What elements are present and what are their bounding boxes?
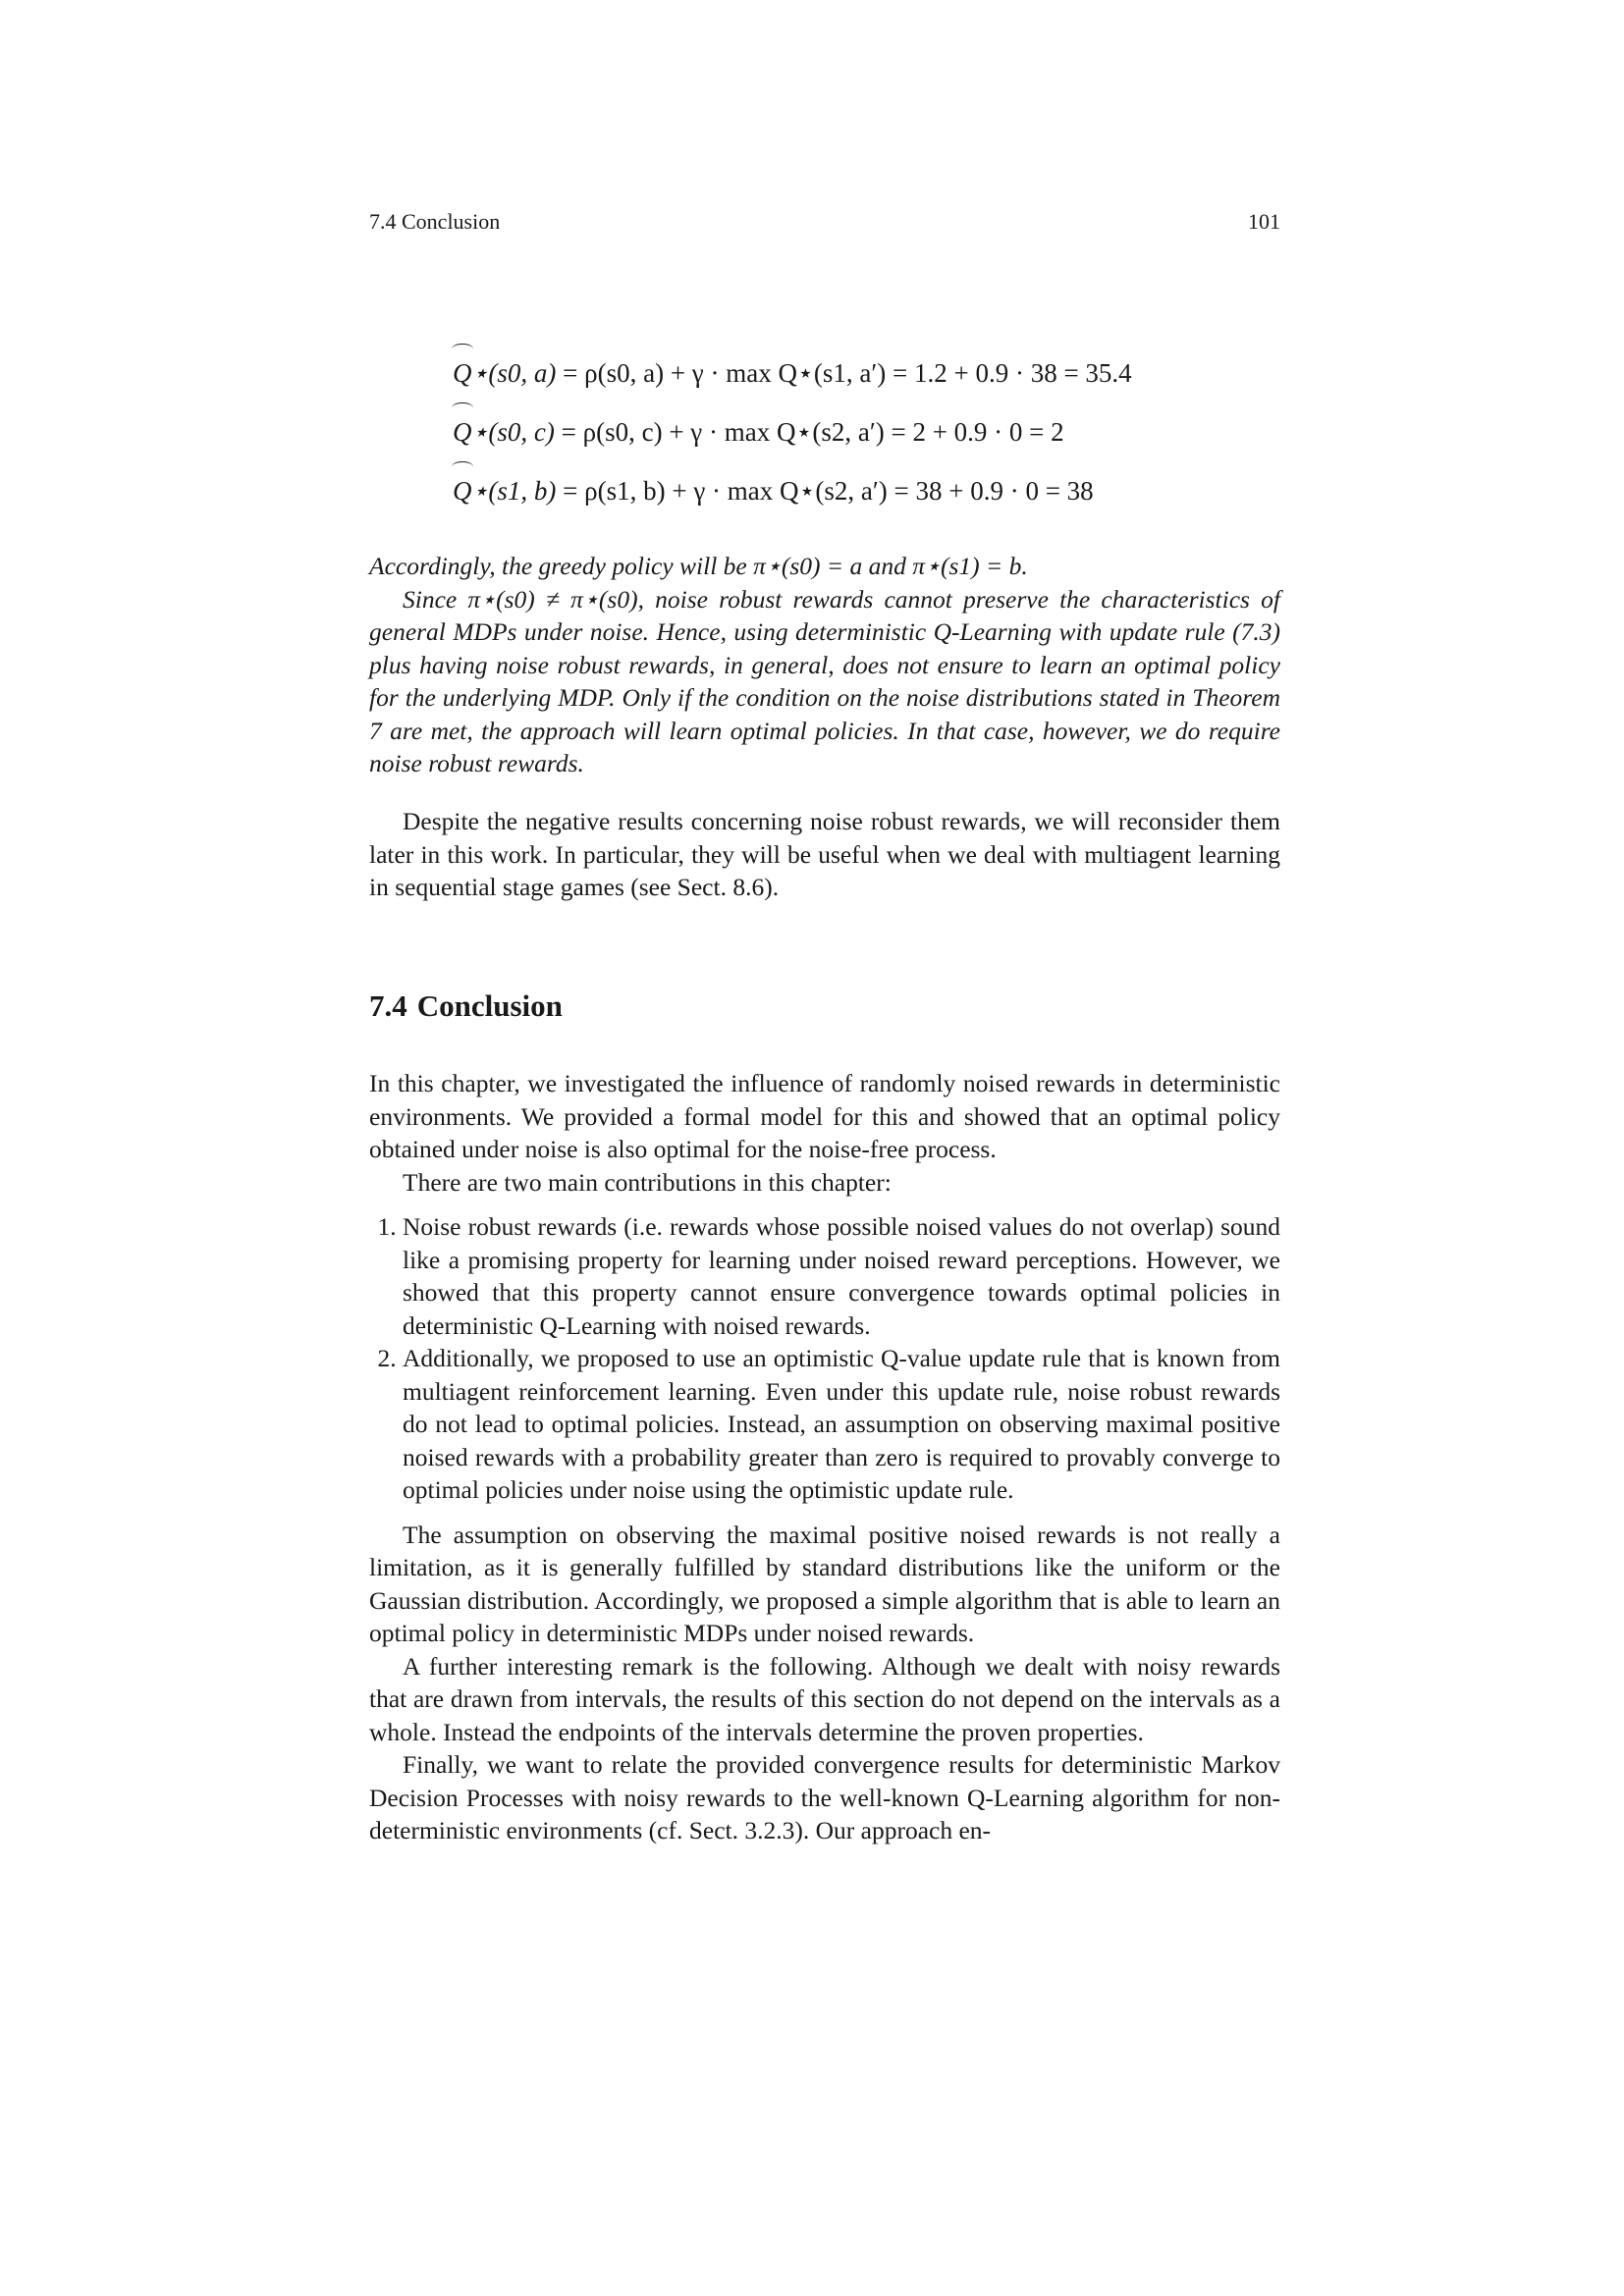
section-heading bbox=[369, 988, 563, 1024]
equation-rhs: = ρ(s0, a) + γ · max Q⋆(s1, a′) = 1.2 + 0.9 · 38 = 35.4 bbox=[563, 358, 1132, 388]
equation-line: Q⋆(s0, c) = ρ(s0, c) + γ · max Q⋆(s2, a′) = 2 + 0.9 · 0 = 2 bbox=[453, 407, 1132, 466]
conclusion-body bbox=[369, 1067, 1280, 1847]
paragraph: In this chapter, we investigated the influence of randomly noised rewards in deterministic environments. We provided a formal model for this and showed that an optimal policy obtained under noise is also optimal for the noise-free process. bbox=[369, 1069, 1280, 1163]
equation-lhs-args: (s0, c) bbox=[488, 417, 555, 447]
paragraph: The assumption on observing the maximal positive noised rewards is not really a limitation, as it is generally fulfilled by standard distributions like the uniform or the Gaussian distribution. Accordingly, we proposed a simple algorithm that is able to learn an optimal policy in deterministic MDPs under noised rewards. bbox=[369, 1520, 1280, 1647]
running-head bbox=[369, 209, 1280, 235]
list-item: 1. Noise robust rewards (i.e. rewards whose possible noised values do not overlap) sound like a promising property for learning under noised reward perceptions. However, we showed that this property cannot ensure convergence towards optimal policies in deterministic Q-Learning with noised rewards. bbox=[403, 1210, 1280, 1342]
paragraph: Since π⋆(s0) ≠ π⋆(s0), noise robust rewards cannot preserve the characteristics of general MDPs under noise. Hence, using deterministic Q-Learning with update rule (7.3) plus having noise robust rewards, in general, does not ensure to learn an optimal policy for the underlying MDP. Only if the condition on the noise distributions stated in Theorem 7 are met, the approach will learn optimal policies. In that case, however, we do require noise robust rewards. bbox=[369, 584, 1280, 777]
paragraph: Despite the negative results concerning noise robust rewards, we will reconsider them later in this work. In particular, they will be useful when we deal with multiagent learning in sequential stage games (see Sect. 8.6). bbox=[369, 807, 1280, 901]
equation-line: Q⋆(s0, a) = ρ(s0, a) + γ · max Q⋆(s1, a′) = 1.2 + 0.9 · 38 = 35.4 bbox=[453, 348, 1132, 407]
equation-rhs: = ρ(s1, b) + γ · max Q⋆(s2, a′) = 38 + 0.9 · 0 = 38 bbox=[563, 476, 1094, 506]
paragraph: Accordingly, the greedy policy will be π⋆(s0) = a and π⋆(s1) = b. bbox=[369, 552, 1028, 580]
example-conclusion bbox=[369, 550, 1280, 780]
equation-lhs-args: (s0, a) bbox=[488, 358, 557, 388]
equation-lhs-args: (s1, b) bbox=[488, 476, 557, 506]
page-number: 101 bbox=[1248, 209, 1280, 234]
remark-block bbox=[369, 805, 1280, 904]
running-head-section: 7.4 Conclusion bbox=[369, 209, 501, 234]
section-number: 7.4 bbox=[369, 988, 407, 1023]
contributions-list bbox=[369, 1210, 1280, 1507]
paragraph: Finally, we want to relate the provided convergence results for deterministic Markov Decision Processes with noisy rewards to the well-known Q-Learning algorithm for non-deterministic environments (cf. Sect. 3.2.3). Our approach en- bbox=[369, 1750, 1280, 1844]
paragraph: A further interesting remark is the following. Although we dealt with noisy rewards that are drawn from intervals, the results of this section do not depend on the intervals as a whole. Instead the endpoints of the intervals determine the proven properties. bbox=[369, 1651, 1280, 1746]
section-title: Conclusion bbox=[416, 988, 563, 1023]
equation-line: Q⋆(s1, b) = ρ(s1, b) + γ · max Q⋆(s2, a′) = 38 + 0.9 · 0 = 38 bbox=[453, 466, 1132, 525]
equation-block bbox=[453, 348, 1132, 525]
equation-rhs: = ρ(s0, c) + γ · max Q⋆(s2, a′) = 2 + 0.9 · 0 = 2 bbox=[561, 417, 1064, 447]
list-item: 2. Additionally, we proposed to use an optimistic Q-value update rule that is known from multiagent reinforcement learning. Even under this update rule, noise robust rewards do not lead to optimal policies. Instead, an assumption on observing maximal positive noised rewards with a probability greater than zero is required to provably converge to optimal policies under noise using the optimistic update rule. bbox=[403, 1342, 1280, 1507]
paragraph: There are two main contributions in this chapter: bbox=[403, 1167, 892, 1197]
